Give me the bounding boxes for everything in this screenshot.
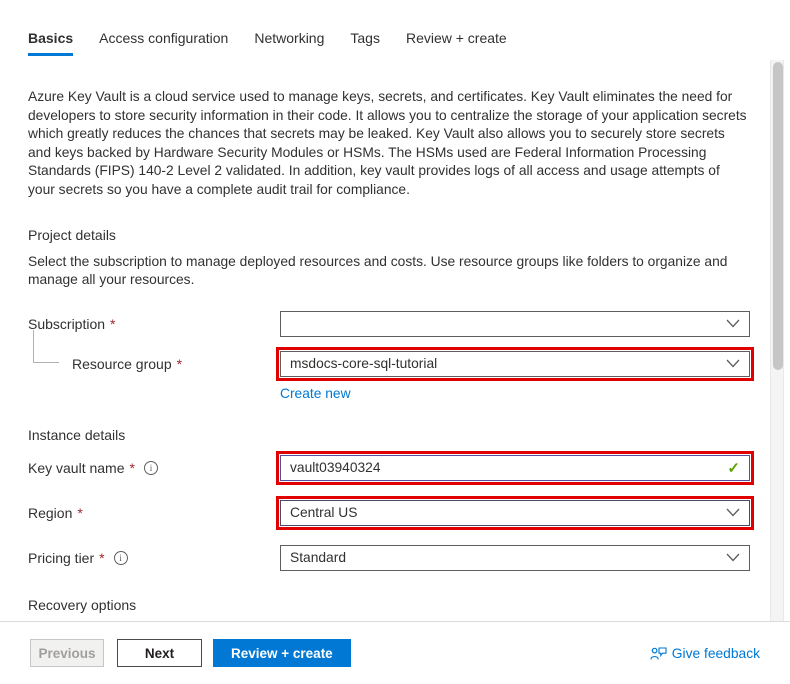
region-label-text: Region bbox=[28, 504, 73, 521]
subscription-dropdown[interactable] bbox=[280, 311, 750, 337]
tab-bar bbox=[0, 0, 790, 56]
tab-tags[interactable]: Tags bbox=[350, 30, 380, 46]
subscription-label-text: Subscription bbox=[28, 315, 106, 332]
feedback-icon bbox=[650, 646, 667, 661]
tab-networking[interactable]: Networking bbox=[254, 30, 325, 46]
pricing-tier-value: Standard bbox=[290, 550, 346, 566]
chevron-down-icon bbox=[726, 319, 740, 328]
required-asterisk: * bbox=[176, 355, 183, 372]
region-value: Central US bbox=[290, 505, 358, 521]
subscription-label bbox=[28, 316, 280, 332]
tab-basics[interactable]: Basics bbox=[28, 30, 73, 56]
tree-connector-line bbox=[33, 330, 59, 363]
service-description: Azure Key Vault is a cloud service used to manage keys, secrets, and certificates. Key Vault eliminates the need for developers to store security information in their code. It allows you to centralize the storage of your application secrets which greatly reduces the chances that secrets may be leaked. Key Vault also allows you to securely store secrets and keys backed by Hardware Security Modules or HSMs. The HSMs used are Federal Information Processing Standards (FIPS) 140-2 Level 2 validated. In addition, key vault provides logs of all access and usage attempts of your secrets so you have a complete audit trail for compliance. bbox=[28, 89, 747, 197]
pricing-tier-row bbox=[28, 545, 750, 571]
form-content bbox=[28, 88, 750, 613]
pricing-tier-dropdown[interactable] bbox=[280, 545, 750, 571]
tab-review-create[interactable]: Review + create bbox=[405, 30, 507, 46]
required-asterisk: * bbox=[110, 315, 116, 332]
valid-checkmark-icon: ✓ bbox=[727, 459, 740, 477]
tab-access-configuration[interactable]: Access configuration bbox=[99, 30, 229, 46]
next-button[interactable]: Next bbox=[117, 639, 202, 667]
review-create-button[interactable]: Review + create bbox=[213, 639, 351, 667]
region-dropdown[interactable] bbox=[280, 500, 750, 526]
recovery-options-heading: Recovery options bbox=[28, 596, 137, 613]
chevron-down-icon bbox=[726, 508, 740, 517]
info-icon[interactable]: i bbox=[144, 461, 158, 475]
key-vault-name-label-text: Key vault name bbox=[28, 459, 125, 476]
resource-group-label bbox=[28, 356, 280, 372]
key-vault-name-input[interactable] bbox=[290, 456, 719, 480]
pricing-tier-label-text: Pricing tier bbox=[28, 549, 95, 566]
resource-group-value: msdocs-core-sql-tutorial bbox=[290, 356, 438, 372]
required-asterisk: * bbox=[77, 504, 83, 521]
project-details-description: Select the subscription to manage deployed resources and costs. Use resource groups like folders to organize and manage all your resources. bbox=[28, 253, 728, 288]
vertical-scrollbar-thumb[interactable] bbox=[773, 62, 783, 370]
required-asterisk: * bbox=[99, 549, 105, 566]
required-asterisk: * bbox=[129, 459, 135, 476]
vertical-scrollbar-track[interactable] bbox=[770, 60, 784, 621]
region-row bbox=[28, 500, 750, 526]
key-vault-name-field bbox=[280, 455, 750, 481]
give-feedback-link[interactable] bbox=[650, 646, 760, 661]
info-icon[interactable]: i bbox=[114, 551, 128, 565]
feedback-label: Give feedback bbox=[671, 645, 760, 661]
previous-button[interactable]: Previous bbox=[30, 639, 104, 667]
resource-group-row bbox=[28, 351, 750, 377]
subscription-row bbox=[28, 311, 750, 337]
chevron-down-icon bbox=[726, 359, 740, 368]
project-details-heading: Project details bbox=[28, 226, 116, 243]
chevron-down-icon bbox=[726, 553, 740, 562]
footer-action-bar bbox=[0, 621, 790, 684]
resource-group-label-text: Resource group bbox=[72, 355, 172, 372]
instance-details-heading: Instance details bbox=[28, 426, 126, 443]
key-vault-name-row bbox=[28, 455, 750, 481]
key-vault-name-label bbox=[28, 460, 280, 476]
resource-group-dropdown[interactable] bbox=[280, 351, 750, 377]
pricing-tier-label bbox=[28, 550, 280, 566]
region-label bbox=[28, 505, 280, 521]
create-new-link[interactable]: Create new bbox=[280, 385, 351, 401]
